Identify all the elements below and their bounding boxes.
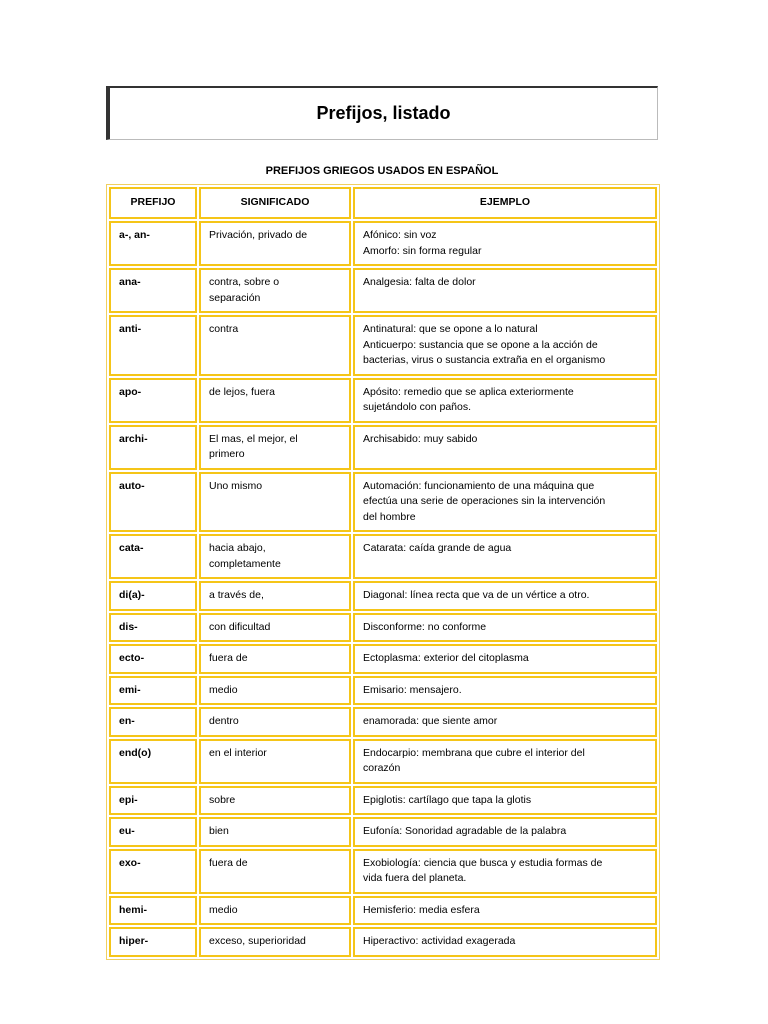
table-row [109, 581, 657, 611]
cell-significado: exceso, superioridad [199, 927, 351, 957]
cell-ejemplo: Endocarpio: membrana que cubre el interior del corazón [353, 739, 657, 784]
cell-prefijo: di(a)- [109, 581, 197, 611]
cell-significado: en el interior [199, 739, 351, 784]
cell-significado: medio [199, 676, 351, 706]
cell-prefijo: hemi- [109, 896, 197, 926]
page-title: Prefijos, listado [316, 103, 451, 123]
cell-prefijo: hiper- [109, 927, 197, 957]
cell-prefijo: a-, an- [109, 221, 197, 266]
cell-prefijo: ana- [109, 268, 197, 313]
cell-significado: fuera de [199, 644, 351, 674]
prefix-table-container [106, 184, 660, 960]
cell-ejemplo: Archisabido: muy sabido [353, 425, 657, 470]
cell-significado: El mas, el mejor, el primero [199, 425, 351, 470]
cell-significado: Uno mismo [199, 472, 351, 533]
cell-significado: Privación, privado de [199, 221, 351, 266]
table-row [109, 268, 657, 313]
cell-significado: contra [199, 315, 351, 376]
table-row [109, 786, 657, 816]
cell-ejemplo: Antinatural: que se opone a lo natural Anticuerpo: sustancia que se opone a la acción de bacterias, virus o sustancia extraña en el organismo [353, 315, 657, 376]
cell-prefijo: exo- [109, 849, 197, 894]
table-row [109, 896, 657, 926]
cell-prefijo: epi- [109, 786, 197, 816]
cell-prefijo: en- [109, 707, 197, 737]
cell-significado: dentro [199, 707, 351, 737]
cell-prefijo: apo- [109, 378, 197, 423]
table-caption: PREFIJOS GRIEGOS USADOS EN ESPAÑOL [265, 165, 499, 177]
cell-prefijo: archi- [109, 425, 197, 470]
cell-significado: de lejos, fuera [199, 378, 351, 423]
cell-significado: hacia abajo, completamente [199, 534, 351, 579]
cell-significado: bien [199, 817, 351, 847]
title-box [106, 86, 658, 140]
header-ejemplo: EJEMPLO [353, 187, 657, 219]
cell-significado: contra, sobre o separación [199, 268, 351, 313]
cell-ejemplo: Eufonía: Sonoridad agradable de la palabra [353, 817, 657, 847]
table-row [109, 534, 657, 579]
table-row [109, 927, 657, 957]
cell-ejemplo: Catarata: caída grande de agua [353, 534, 657, 579]
cell-ejemplo: Afónico: sin voz Amorfo: sin forma regular [353, 221, 657, 266]
cell-prefijo: anti- [109, 315, 197, 376]
table-row [109, 378, 657, 423]
cell-prefijo: end(o) [109, 739, 197, 784]
cell-ejemplo: Exobiología: ciencia que busca y estudia formas de vida fuera del planeta. [353, 849, 657, 894]
cell-prefijo: eu- [109, 817, 197, 847]
cell-ejemplo: enamorada: que siente amor [353, 707, 657, 737]
table-row [109, 315, 657, 376]
cell-ejemplo: Hemisferio: media esfera [353, 896, 657, 926]
cell-ejemplo: Diagonal: línea recta que va de un vértice a otro. [353, 581, 657, 611]
table-row [109, 676, 657, 706]
cell-ejemplo: Analgesia: falta de dolor [353, 268, 657, 313]
cell-prefijo: cata- [109, 534, 197, 579]
table-row [109, 613, 657, 643]
cell-prefijo: ecto- [109, 644, 197, 674]
table-header-row [109, 187, 657, 219]
cell-significado: a través de, [199, 581, 351, 611]
prefix-table [106, 184, 660, 960]
cell-ejemplo: Automación: funcionamiento de una máquina que efectúa una serie de operaciones sin la intervención del hombre [353, 472, 657, 533]
cell-significado: sobre [199, 786, 351, 816]
cell-ejemplo: Emisario: mensajero. [353, 676, 657, 706]
cell-significado: con dificultad [199, 613, 351, 643]
cell-ejemplo: Disconforme: no conforme [353, 613, 657, 643]
table-row [109, 817, 657, 847]
cell-ejemplo: Ectoplasma: exterior del citoplasma [353, 644, 657, 674]
cell-significado: fuera de [199, 849, 351, 894]
cell-ejemplo: Apósito: remedio que se aplica exteriormente sujetándolo con paños. [353, 378, 657, 423]
table-row [109, 739, 657, 784]
table-row [109, 472, 657, 533]
cell-prefijo: emi- [109, 676, 197, 706]
cell-prefijo: auto- [109, 472, 197, 533]
header-prefijo: PREFIJO [109, 187, 197, 219]
cell-prefijo: dis- [109, 613, 197, 643]
cell-ejemplo: Epiglotis: cartílago que tapa la glotis [353, 786, 657, 816]
header-significado: SIGNIFICADO [199, 187, 351, 219]
table-row [109, 644, 657, 674]
table-row [109, 425, 657, 470]
table-body [109, 221, 657, 957]
table-row [109, 221, 657, 266]
cell-significado: medio [199, 896, 351, 926]
cell-ejemplo: Hiperactivo: actividad exagerada [353, 927, 657, 957]
table-row [109, 707, 657, 737]
table-row [109, 849, 657, 894]
